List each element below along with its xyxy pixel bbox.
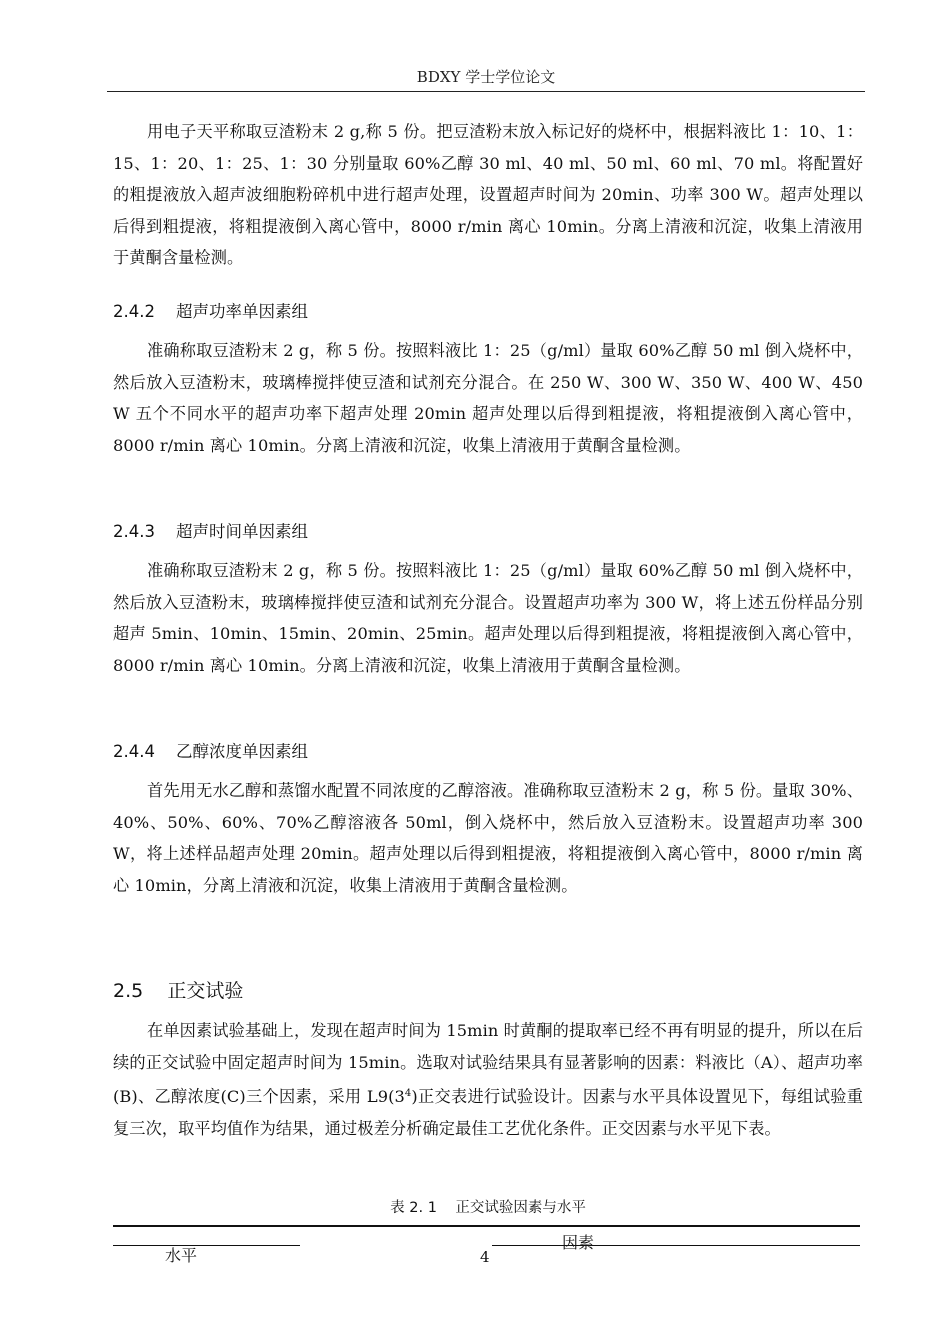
heading-2-5: 2.5 正交试验 bbox=[113, 980, 244, 1002]
table-header-factor: 因素 bbox=[562, 1233, 595, 1252]
paragraph-ethanol-concentration: 首先用无水乙醇和蒸馏水配置不同浓度的乙醇溶液。准确称取豆渣粉末 2 g，称 5 份。量取 30%、40%、50%、60%、70%乙醇溶液各 50ml，倒入烧杯中，然后放入豆渣粉末。设置超声功率 300 W，将上述样品超声处理 20min。超声处理以后得到粗提液，将粗提液倒入离心管中，8000 r/min 离心 10min，分离上清液和沉淀，收集上清液用于黄酮含量检测。 bbox=[113, 781, 863, 895]
heading-2-4-3: 2.4.3 超声时间单因素组 bbox=[113, 522, 308, 541]
table-caption: 表 2. 1 正交试验因素与水平 bbox=[390, 1200, 586, 1216]
table-top-rule bbox=[113, 1225, 860, 1227]
table-header-level: 水平 bbox=[165, 1246, 198, 1265]
table-mid-rule-left bbox=[113, 1245, 300, 1246]
header-rule bbox=[107, 91, 865, 92]
orthogonal-text-part1: 在单因素试验基础上，发现在超声时间为 15min 时黄酮的提取率已经不再有明显的提升，所以在后续的正交试验中固定超声时间为 15min。选取对试验结果具有显著影响的因素：料液比（A）、超声功率(B)、乙醇浓度(C)三个因素，采用 L9(3 bbox=[113, 1021, 863, 1107]
orthogonal-superscript: 4 bbox=[404, 1088, 412, 1100]
running-header: BDXY 学士学位论文 bbox=[416, 68, 556, 86]
heading-2-4-4: 2.4.4 乙醇浓度单因素组 bbox=[113, 742, 308, 761]
paragraph-ultrasonic-time: 准确称取豆渣粉末 2 g，称 5 份。按照料液比 1：25（g/ml）量取 60%乙醇 50 ml 倒入烧杯中，然后放入豆渣粉末，玻璃棒搅拌使豆渣和试剂充分混合。设置超声功率为 300 W，将上述五份样品分别超声 5min、10min、15min、20min、25min。超声处理以后得到粗提液，将粗提液倒入离心管中，8000 r/min 离心 10min。分离上清液和沉淀，收集上清液用于黄酮含量检测。 bbox=[113, 561, 863, 675]
page-number: 4 bbox=[480, 1248, 490, 1266]
paragraph-orthogonal-test bbox=[113, 1015, 863, 1144]
paragraph-material-liquid-ratio: 用电子天平称取豆渣粉末 2 g,称 5 份。把豆渣粉末放入标记好的烧杯中，根据料液比 1：10、1：15、1：20、1：25、1：30 分别量取 60%乙醇 30 ml、40 ml、50 ml、60 ml、70 ml。将配置好的粗提液放入超声波细胞粉碎机中进行超声处理，设置超声时间为 20min、功率 300 W。超声处理以后得到粗提液，将粗提液倒入离心管中，8000 r/min 离心 10min。分离上清液和沉淀，收集上清液用于黄酮含量检测。 bbox=[113, 122, 863, 268]
table-mid-rule-right bbox=[492, 1245, 860, 1246]
orthogonal-text-part2: )正交表进行试验设计。因素与水平具体设置见下，每组试验重复三次，取平均值作为结果，通过极差分析确定最佳工艺优化条件。正交因素与水平见下表。 bbox=[113, 1087, 863, 1138]
heading-2-4-2: 2.4.2 超声功率单因素组 bbox=[113, 302, 308, 321]
paragraph-ultrasonic-power: 准确称取豆渣粉末 2 g，称 5 份。按照料液比 1：25（g/ml）量取 60%乙醇 50 ml 倒入烧杯中，然后放入豆渣粉末，玻璃棒搅拌使豆渣和试剂充分混合。在 250 W、300 W、350 W、400 W、450 W 五个不同水平的超声功率下超声处理 20min 超声处理以后得到粗提液，将粗提液倒入离心管中，8000 r/min 离心 10min。分离上清液和沉淀，收集上清液用于黄酮含量检测。 bbox=[113, 341, 863, 455]
